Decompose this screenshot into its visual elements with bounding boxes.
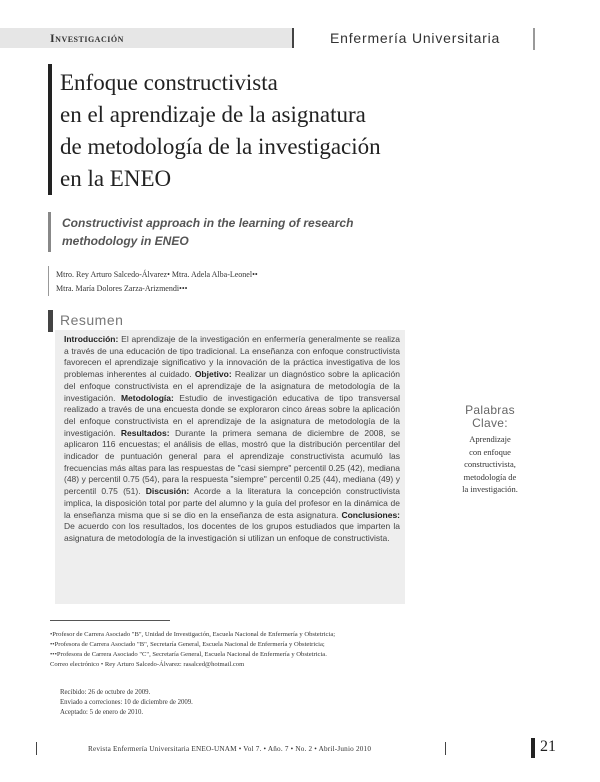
header-band bbox=[0, 28, 292, 48]
header-divider bbox=[292, 28, 294, 48]
abstract-label-conclusions: Conclusiones: bbox=[341, 509, 400, 520]
section-label: Investigación bbox=[50, 31, 124, 45]
keyword-line: con enfoque bbox=[469, 446, 511, 457]
keywords-heading bbox=[440, 404, 540, 430]
authors bbox=[56, 268, 376, 296]
authors-line: Mtro. Rey Arturo Salcedo-Álvarez• Mtra. Adela Alba-Leonel•• bbox=[56, 270, 258, 279]
date-accepted: Aceptado: 5 de enero de 2010. bbox=[60, 709, 144, 716]
title-line: Enfoque constructivista bbox=[60, 70, 278, 95]
english-title-line: methodology in ENEO bbox=[62, 234, 189, 248]
english-title bbox=[62, 214, 362, 250]
abstract-text-results: Durante la primera semana de diciembre de 2008, se aplicaron 116 encuestas; el análisis de ellas, mostró que la distribución percentilar del indicador de puntuación general para el aprendizaje constructivista acumuló las frecuencias más altas para las respuestas de "casi siempre" percentil 0.25 (42), mediana (48) y percentil 0.75 (54), para la respuesta "siempre" percentil 0.25 (44), mediana (49) y percentil 0.75 (51). bbox=[64, 427, 400, 497]
footnote-rule bbox=[50, 620, 170, 621]
abstract-label-results: Resultados: bbox=[120, 427, 170, 438]
authors-accent-bar bbox=[48, 266, 49, 296]
keyword-line: constructivista, bbox=[464, 459, 516, 469]
article-title bbox=[60, 67, 440, 195]
english-title-accent-bar bbox=[48, 212, 51, 252]
footnote-line: •••Profesora de Carrera Asociado "C", Secretaría General, Escuela Nacional de Enfermería y Obstetricia. bbox=[50, 651, 327, 658]
footnote-line: •Profesor de Carrera Asociado "B", Unidad de Investigación, Escuela Nacional de Enfermería y Obstetricia; bbox=[50, 631, 336, 638]
abstract-label-discussion: Discusión: bbox=[145, 486, 190, 497]
page-number: 21 bbox=[540, 738, 556, 755]
abstract-text-discussion: Acorde a la literatura la concepción constructivista implica, la disposición total por parte del alumno y la guía del profesor en la dinámica de la enseñanza misma que si se dio en la enseñanza de esta asignatura. bbox=[64, 486, 400, 520]
date-received: Recibido: 26 de octubre de 2009. bbox=[60, 689, 151, 696]
keyword-line: metodología de bbox=[463, 471, 517, 482]
keyword-line: la investigación. bbox=[462, 484, 518, 494]
title-line: de metodología de la investigación bbox=[60, 134, 381, 159]
abstract-body bbox=[64, 334, 400, 545]
journal-name: Enfermería Universitaria bbox=[330, 30, 501, 46]
abstract-text-objective: Realizar un diagnóstico sobre la aplicación del enfoque constructivista en el aprendizaje de la asignatura de metodología de la investigación. bbox=[64, 369, 400, 403]
abstract-accent-bar bbox=[48, 310, 53, 332]
keywords-heading-line: Clave: bbox=[472, 416, 508, 430]
keyword-line: Aprendizaje bbox=[469, 434, 511, 444]
abstract-heading: Resumen bbox=[60, 312, 124, 328]
abstract-text-method: Estudio de investigación educativa de tipo transversal realizado a través de una encuesta donde se exploraron cinco áreas sobre la aplicación del enfoque constructivista en el aprendizaje de la asignatura de metodología de la investigación. bbox=[64, 392, 400, 438]
date-corrections: Enviado a correciones: 10 de diciembre de 2009. bbox=[60, 699, 193, 706]
abstract-label-method: Metodología: bbox=[120, 392, 174, 403]
abstract-text-conclusions: De acuerdo con los resultados, los docentes de los grupos estudiados que imparten la asignatura de metodología de la investigación si utilizan un enfoque de constructivista. bbox=[64, 521, 400, 543]
keywords-list bbox=[440, 433, 540, 496]
page-number-bar bbox=[531, 738, 535, 758]
header-divider-right bbox=[533, 28, 535, 50]
abstract-label-intro: Introducción: bbox=[64, 334, 119, 344]
keywords-heading-line: Palabras bbox=[465, 403, 515, 417]
footnotes bbox=[50, 630, 410, 670]
footnote-line: ••Profesora de Carrera Asociado "B", Secretaría General, Escuela Nacional de Enfermería y Obstetricia; bbox=[50, 641, 325, 648]
footer-divider-left bbox=[36, 742, 37, 755]
abstract-label-objective: Objetivo: bbox=[194, 369, 232, 380]
authors-line: Mtra. María Dolores Zarza-Arizmendi••• bbox=[56, 284, 188, 293]
abstract-text-intro: El aprendizaje de la investigación en enfermería generalmente se realiza a través de una educación de tipo tradicional. La enseñanza con enfoque constructivista favorecen el aprendizaje significativo y la innovación de la práctica investigativa de los problemas inherentes al cuidado. bbox=[64, 334, 400, 380]
footnote-email-line: Correo electrónico • Rey Arturo Salcedo-Álvarez: rasalced@hotmail.com bbox=[50, 661, 245, 668]
title-line: en la ENEO bbox=[60, 166, 172, 191]
footer-citation: Revista Enfermería Universitaria ENEO-UNAM • Vol 7. • Año. 7 • No. 2 • Abril-Junio 2010 bbox=[88, 745, 372, 753]
title-line: en el aprendizaje de la asignatura bbox=[60, 102, 366, 127]
footer-divider-right bbox=[445, 742, 446, 755]
english-title-line: Constructivist approach in the learning of research bbox=[62, 216, 354, 230]
title-accent-bar bbox=[48, 64, 52, 195]
manuscript-dates bbox=[60, 688, 360, 718]
